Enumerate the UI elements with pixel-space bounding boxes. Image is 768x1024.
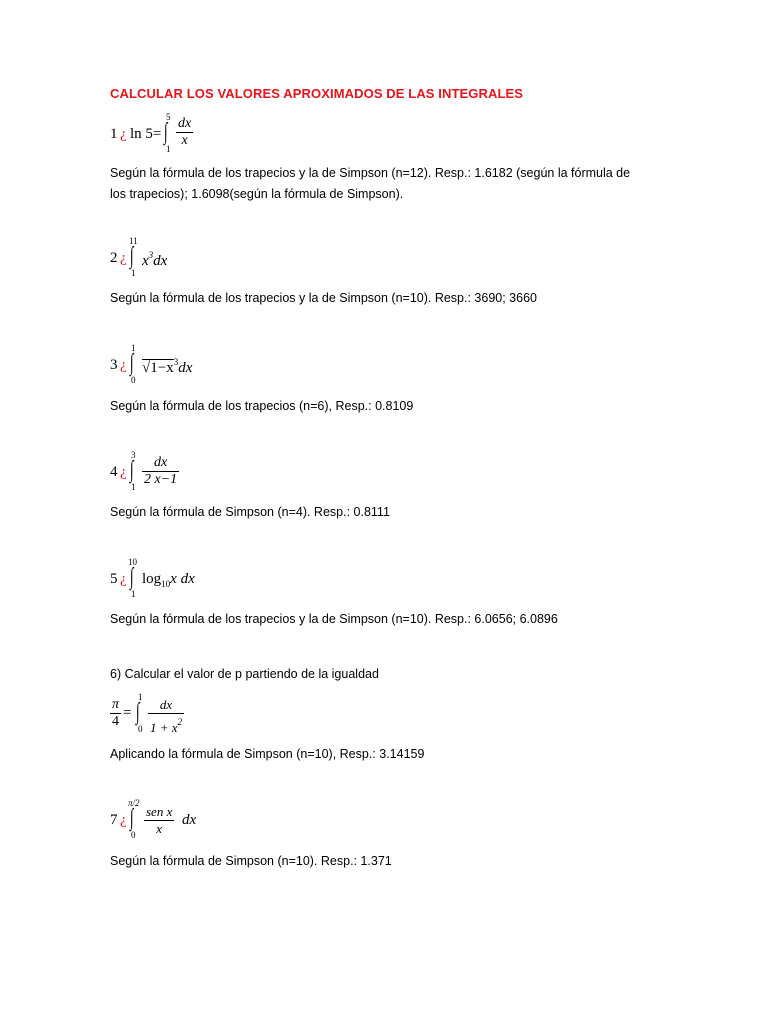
integrand-base: x [142,253,149,269]
formula-number: 3 [110,357,118,373]
log-base: 10 [161,579,171,589]
text-line: Según la fórmula de los trapecios y la de Simpson (n=12). Resp.: 1.6182 (según la fórmula de [110,166,631,180]
formula-7 [110,798,240,844]
upper-limit: 3 [131,450,136,460]
formula-1 [110,112,230,156]
upper-limit: 1 [138,692,143,702]
upper-limit: 5 [166,112,171,122]
fraction-numerator: sen x [146,804,173,819]
item-6-heading: 6) Calcular el valor de p partiendo de la igualdad [110,667,379,681]
formula-number: 1 [110,126,118,142]
integral-sign: ∫ [130,564,134,590]
item-4-text: Según la fórmula de Simpson (n=4). Resp.: 0.8111 [110,505,390,519]
integral-sign: ∫ [130,243,134,269]
text-line: los trapecios); 1.6098(según la fórmula de Simpson). [110,187,404,201]
formula-5 [110,557,240,601]
formula-3 [110,343,240,387]
exponent: 2 [177,717,183,727]
formula-number: 2 [110,250,118,266]
integral-sign: ∫ [130,350,134,376]
formula-number: 7 [110,812,118,828]
differential: dx [178,360,193,376]
lower-limit: 1 [131,482,136,492]
lower-limit: 0 [131,830,136,840]
upper-limit: 10 [128,557,137,567]
fraction [144,804,174,837]
exponent: 3 [148,250,154,260]
fraction-denominator [148,714,184,736]
item-6-text: Aplicando la fórmula de Simpson (n=10), Resp.: 3.14159 [110,747,425,761]
integrand [142,250,167,270]
item-2-text: Según la fórmula de los trapecios y la de Simpson (n=10). Resp.: 3690; 3660 [110,291,537,305]
formula-number: 5 [110,571,118,587]
denominator-base: 1 + x [150,720,178,735]
integral-sign: ∫ [130,805,134,831]
fraction-denominator: 4 [112,714,119,729]
formula-number: 4 [110,464,118,480]
integrand [142,357,192,377]
fraction-numerator: dx [142,455,179,472]
integral-sign: ∫ [136,699,140,725]
lower-limit: 0 [138,724,143,734]
fraction-denominator: x [156,821,163,836]
formula-symbol: ¿ [120,250,127,266]
formula-symbol: ¿ [120,812,127,828]
fraction-numerator: dx [178,116,192,131]
fraction-numerator: dx [148,697,184,714]
lower-limit: 1 [131,589,136,599]
differential: dx [182,812,197,828]
formula-symbol: ¿ [120,571,127,587]
integral-sign: ∫ [130,457,134,483]
lower-limit: 0 [131,375,136,385]
equals-sign: = [123,705,132,721]
formula-2 [110,236,230,280]
formula-4 [110,450,240,494]
fraction [142,455,179,488]
lower-limit: 1 [166,144,171,154]
exponent: 3 [173,357,179,367]
formula-6 [110,692,240,738]
lower-limit: 1 [131,268,136,278]
page-title: CALCULAR LOS VALORES APROXIMADOS DE LAS INTEGRALES [110,86,524,101]
radical: √1−x [142,360,174,376]
item-3-text: Según la fórmula de los trapecios (n=6), Resp.: 0.8109 [110,399,414,413]
integral-sign: ∫ [164,119,168,145]
formula-symbol: ¿ [120,464,127,480]
upper-limit: 11 [129,236,138,246]
differential: dx [153,253,168,269]
item-7-text: Según la fórmula de Simpson (n=10). Resp.: 1.371 [110,854,392,868]
formula-symbol: ¿ [120,126,127,142]
integrand [142,571,195,589]
upper-limit: 1 [131,343,136,353]
upper-limit: π/2 [128,798,140,808]
fraction-denominator: x [181,133,188,148]
fraction [148,697,184,736]
differential: x dx [170,571,195,587]
fraction-denominator: 2 x−1 [144,472,178,487]
log-function: log [142,571,162,587]
formula-symbol: ¿ [120,357,127,373]
item-1-text [110,163,655,205]
fraction-numerator: π [112,697,120,712]
lhs-fraction [110,697,121,730]
item-5-text: Según la fórmula de los trapecios y la de Simpson (n=10). Resp.: 6.0656; 6.0896 [110,612,558,626]
formula-lhs: ln 5= [130,126,162,142]
fraction [176,116,193,149]
